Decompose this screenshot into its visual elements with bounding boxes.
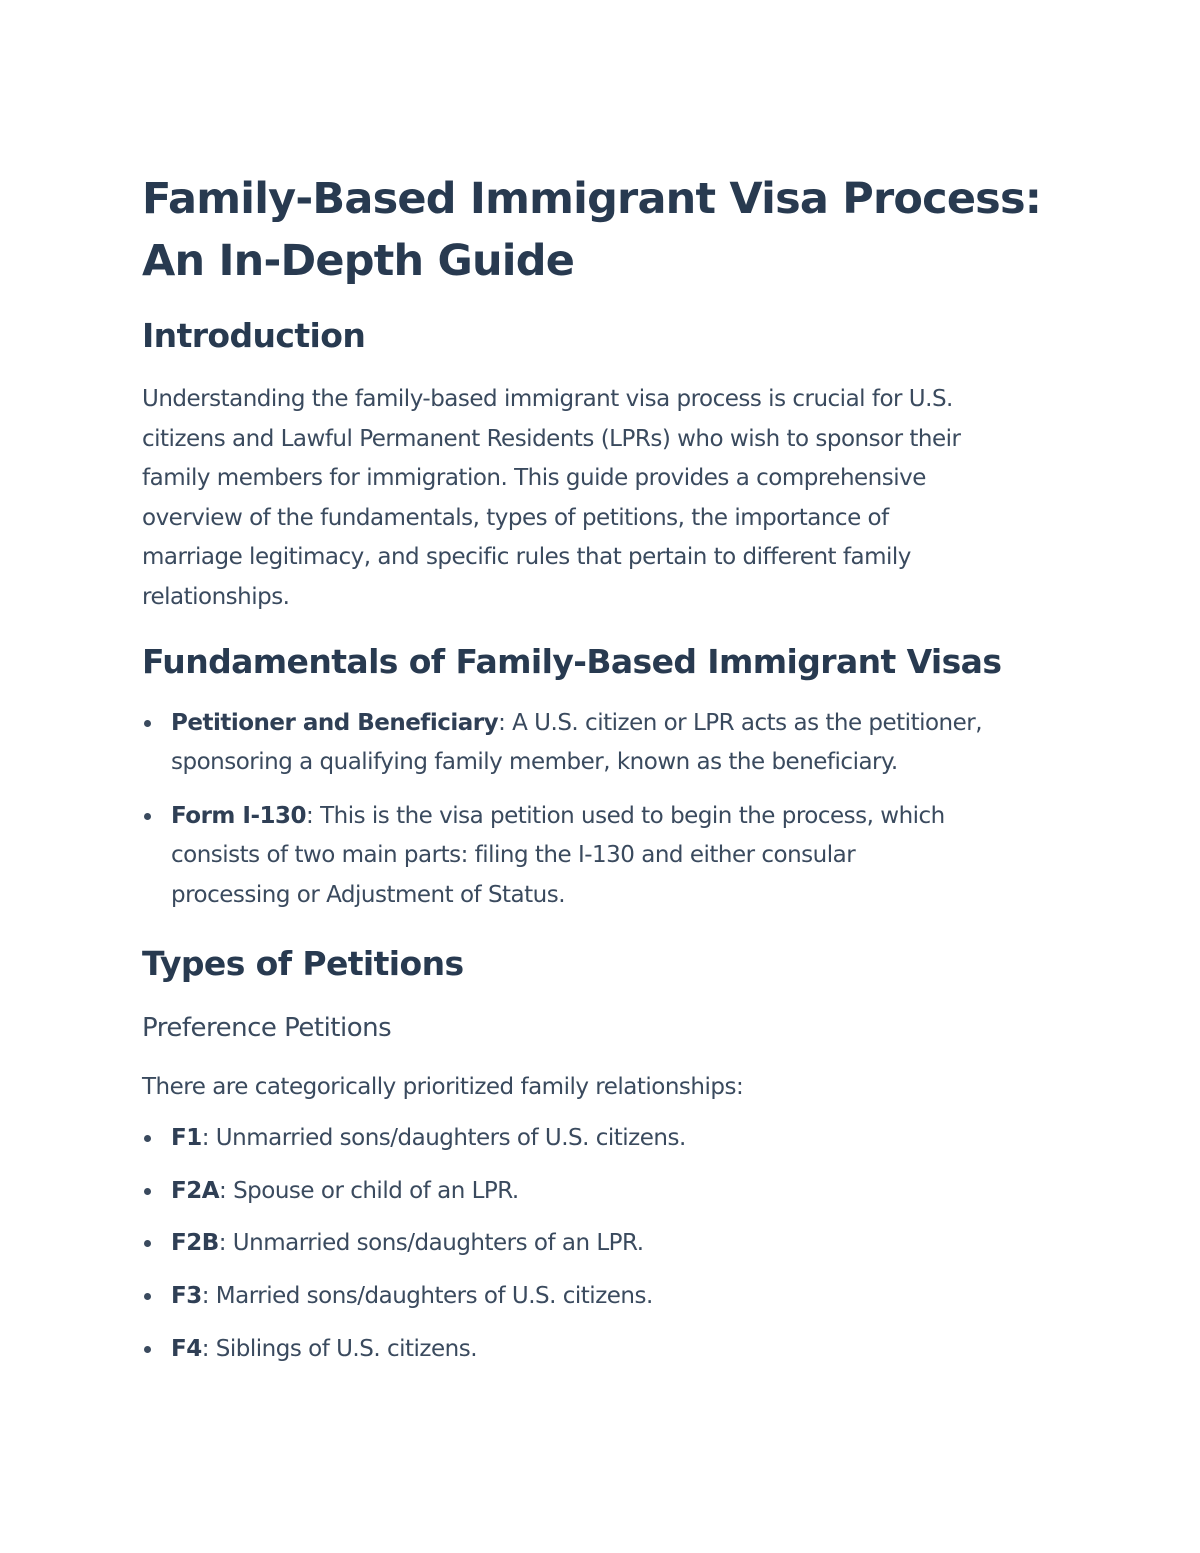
list-item-term: F3 [171, 1282, 202, 1309]
paragraph-line: family members for immigration. This guide provides a comprehensive [142, 465, 926, 492]
bullet-icon [144, 1346, 151, 1353]
list-item-line: sponsoring a qualifying family member, known as the beneficiary. [171, 749, 898, 776]
paragraph-line: citizens and Lawful Permanent Residents (LPRs) who wish to sponsor their [142, 425, 961, 452]
document-title [142, 168, 1062, 292]
list-item-text: : Siblings of U.S. citizens. [201, 1335, 478, 1362]
bullet-icon [144, 813, 151, 820]
list-item-line [171, 704, 1062, 744]
list-item-text: : This is the visa petition used to begin the process, which [306, 802, 945, 829]
bullet-icon [144, 1293, 151, 1300]
list-item [142, 1172, 1062, 1212]
paragraph-line: Understanding the family-based immigrant visa process is crucial for U.S. [142, 386, 953, 412]
preference-intro: There are categorically prioritized family relationships: [142, 1073, 744, 1100]
title-line: An In-Depth Guide [142, 236, 575, 286]
list-item [142, 1224, 1062, 1264]
document-page [142, 168, 1062, 1369]
list-item-text: : Married sons/daughters of U.S. citizens. [201, 1282, 653, 1309]
fundamentals-list [142, 704, 1062, 916]
list-item-term: Form I-130 [171, 802, 307, 829]
list-item [142, 1119, 1062, 1159]
list-item [142, 704, 1062, 783]
list-item-term: F1 [171, 1125, 202, 1152]
list-item-term: F2B [171, 1230, 219, 1257]
bullet-icon [144, 1240, 151, 1247]
list-item-term: Petitioner and Beneficiary [171, 709, 499, 736]
list-item [142, 797, 1062, 916]
bullet-icon [144, 720, 151, 727]
list-item [142, 1277, 1062, 1317]
list-item-text: : Unmarried sons/daughters of U.S. citizens. [201, 1125, 686, 1152]
introduction-paragraph [142, 380, 1062, 618]
list-item-text: : Unmarried sons/daughters of an LPR. [218, 1230, 644, 1257]
fundamentals-heading: Fundamentals of Family-Based Immigrant Visas [142, 641, 1002, 681]
paragraph-line: overview of the fundamentals, types of petitions, the importance of [142, 504, 889, 531]
bullet-icon [144, 1188, 151, 1195]
list-item-line: processing or Adjustment of Status. [171, 881, 566, 908]
list-item-text: : A U.S. citizen or LPR acts as the petitioner, [498, 709, 983, 736]
paragraph-line: marriage legitimacy, and specific rules that pertain to different family [142, 544, 911, 571]
list-item-term: F2A [171, 1177, 220, 1204]
list-item [142, 1330, 1062, 1370]
list-item-term: F4 [171, 1335, 202, 1362]
preference-list [142, 1119, 1062, 1369]
introduction-heading: Introduction [142, 316, 366, 355]
title-line: Family-Based Immigrant Visa Process: [142, 174, 1042, 224]
preference-subheading: Preference Petitions [142, 1012, 392, 1043]
list-item-line: consists of two main parts: filing the I-130 and either consular [171, 842, 856, 869]
paragraph-line: relationships. [142, 583, 290, 610]
types-heading: Types of Petitions [142, 943, 464, 983]
list-item-text: : Spouse or child of an LPR. [219, 1177, 519, 1204]
list-item-line [171, 797, 1062, 837]
bullet-icon [144, 1135, 151, 1142]
